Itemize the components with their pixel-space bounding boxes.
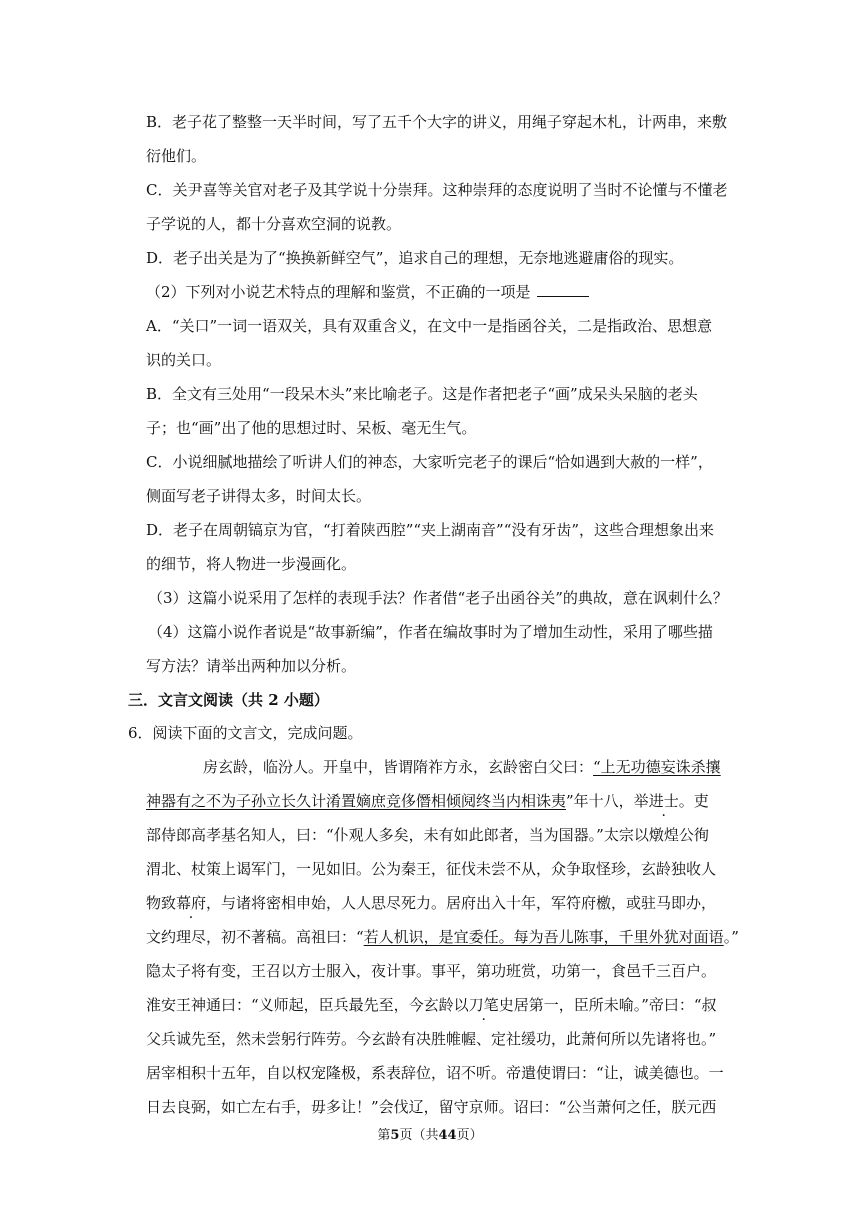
passage-line-11: 日去良弼，如亡左右手，毋多让！”会伐辽，留守京师。诏曰：“公当萧何之任，朕元西 bbox=[146, 1098, 717, 1116]
answer-blank[interactable] bbox=[537, 282, 589, 297]
dotted-term: 幕府 bbox=[176, 894, 207, 912]
q2-option-c-line2: 侧面写老子讲得太多，时间太长。 bbox=[146, 487, 372, 505]
passage-line-5 bbox=[146, 893, 716, 913]
q2-stem-text: （2）下列对小说艺术特点的理解和鉴赏，不正确的一项是 bbox=[146, 283, 531, 301]
passage-line-10: 居宰相积十五年，自以权宠隆极，系表辞位，诏不听。帝遣使谓曰：“让，诚美德也。一 bbox=[146, 1064, 724, 1082]
passage-text: 物致 bbox=[146, 894, 177, 912]
q1-option-b-line2: 衍他们。 bbox=[146, 147, 207, 165]
passage-text: 史居第一，臣所未喻。”帝曰：“叔 bbox=[498, 996, 717, 1014]
q2-option-c-line1: C．小说细腻地描绘了听讲人们的神态，大家听完老子的课后“恰如遇到大赦的一样”， bbox=[146, 453, 713, 471]
page-number: 5 bbox=[390, 1128, 400, 1143]
page-footer bbox=[0, 1128, 860, 1144]
q2-stem bbox=[146, 282, 589, 302]
passage-line-2 bbox=[146, 791, 709, 811]
passage-line-8 bbox=[146, 995, 717, 1015]
total-pages: 44 bbox=[438, 1128, 457, 1143]
passage-text: 文约理尽，初不著稿。高祖曰：“ bbox=[146, 928, 364, 946]
passage-line-3: 部侍郎高孝基名知人，曰：“仆观人多矣，未有如此郎者，当为国器。”太宗以燉煌公徇 bbox=[146, 826, 709, 844]
section-3-title: 三．文言文阅读（共 2 小题） bbox=[128, 691, 329, 709]
q1-option-b-line1: B．老子花了整整一天半时间，写了五千个大字的讲义，用绳子穿起木札，计两串，来敷 bbox=[146, 113, 728, 131]
dotted-term: 刀笔 bbox=[468, 996, 499, 1014]
passage-line-9: 父兵诚先至，然未尝躬行阵劳。今玄龄有决胜帷幄、定社缓功，此萧何所以先诸将也。” bbox=[146, 1030, 717, 1048]
q1-option-d-line1: D．老子出关是为了“换换新鲜空气”，追求自己的理想，无奈地逃避庸俗的现实。 bbox=[146, 249, 684, 267]
q2-option-d-line2: 的细节，将人物进一步漫画化。 bbox=[146, 555, 357, 573]
q2-option-a-line1: A．“关口”一词一语双关，具有双重含义，在文中一是指函谷关，二是指政治、思想意 bbox=[146, 317, 713, 335]
dotted-term: 进士 bbox=[648, 792, 679, 810]
q4-line2: 写方法？请举出两种加以分析。 bbox=[146, 657, 357, 675]
passage-text: 。吏 bbox=[678, 792, 709, 810]
passage-text: ，与诸将密相申始，人人思尽死力。居府出入十年，军符府檄，或驻马即办， bbox=[206, 894, 717, 912]
q2-option-b-line2: 子；也“画”出了他的思想过时、呆板、毫无生气。 bbox=[146, 419, 477, 437]
footer-text: 页） bbox=[456, 1128, 483, 1143]
passage-text: 淮安王神通曰：“义师起，臣兵最先至，今玄龄以 bbox=[146, 996, 469, 1014]
q1-option-c-line2: 子学说的人，都十分喜欢空洞的说教。 bbox=[146, 215, 402, 233]
passage-text: 。” bbox=[723, 928, 739, 946]
q2-option-d-line1: D．老子在周朝镐京为官，“打着陕西腔”“夹上湖南音”“没有牙齿”，这些合理想象出来 bbox=[146, 521, 715, 539]
footer-text: 页（共 bbox=[399, 1128, 439, 1143]
q2-option-b-line1: B．全文有三处用“一段呆木头”来比喻老子。这是作者把老子“画”成呆头呆脑的老头 bbox=[146, 385, 698, 403]
passage-text: 房玄龄，临汾人。开皇中，皆谓隋祚方永，玄龄密白父曰： bbox=[203, 758, 594, 776]
question-6-stem: 6．阅读下面的文言文，完成问题。 bbox=[128, 724, 363, 742]
passage-line-7: 隐太子将有变，王召以方士服入，夜计事。事平，第功班赏，功第一，食邑千三百户。 bbox=[146, 962, 717, 980]
q1-option-c-line1: C．关尹喜等关官对老子及其学说十分崇拜。这种崇拜的态度说明了当时不论懂与不懂老 bbox=[146, 181, 728, 199]
passage-text: ”年十八，举 bbox=[566, 792, 649, 810]
underlined-sentence: 若人机识，是宜委任。每为吾儿陈事，千里外犹对面语 bbox=[363, 928, 724, 946]
footer-text: 第 bbox=[377, 1128, 391, 1143]
passage-line-6 bbox=[146, 927, 739, 947]
underlined-sentence: 神器有之不为子孙立长久计淆置嫡庶竞侈僭相倾阋终当内相诛夷 bbox=[146, 792, 567, 810]
underlined-sentence: “上无功德妄诛杀攘 bbox=[593, 758, 721, 776]
q2-option-a-line2: 识的关口。 bbox=[146, 351, 222, 369]
q4-line1: （4）这篇小说作者说是“故事新编”，作者在编故事时为了增加生动性，采用了哪些描 bbox=[148, 623, 713, 641]
q3-text: （3）这篇小说采用了怎样的表现手法？作者借“老子出函谷关”的典故，意在讽刺什么？ bbox=[148, 589, 728, 607]
passage-line-4: 渭北、杖策上谒军门，一见如旧。公为秦王，征伐未尝不从，众争取怪珍，玄龄独收人 bbox=[146, 860, 717, 878]
passage-line-1 bbox=[203, 757, 721, 777]
